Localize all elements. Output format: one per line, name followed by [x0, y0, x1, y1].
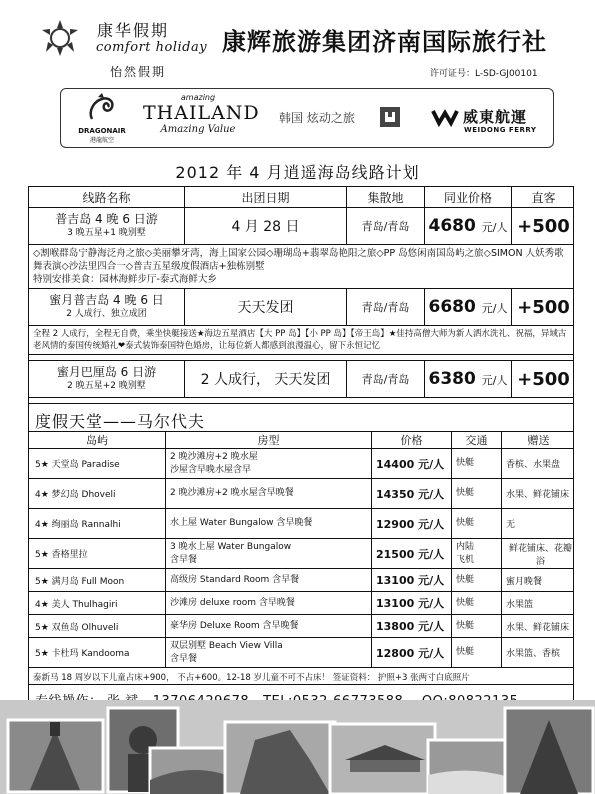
plan-title: 2012 年 4 月逍遥海岛线路计划	[175, 163, 420, 182]
room-type: 水上屋 Water Bungalow 含早晚餐	[165, 509, 371, 538]
table-row	[29, 508, 573, 538]
header-transport: 交通	[451, 432, 501, 448]
island-name: 4★ 绚丽岛 Rannalhi	[35, 520, 121, 530]
island-price: 13100 元/人	[371, 592, 451, 614]
price-value: 6380	[428, 369, 476, 389]
transport: 快艇	[451, 569, 501, 591]
table-row	[29, 614, 573, 637]
route-name: 蜜月普吉岛 4 晚 6 日	[49, 293, 164, 307]
price-cell	[424, 289, 511, 325]
maldives-title: 度假天堂——马尔代夫	[29, 403, 573, 431]
travel-photos-image	[0, 700, 595, 794]
korea-emblem-icon	[379, 106, 401, 128]
thai-logo-top: amazing	[180, 93, 216, 102]
route-name-cell	[29, 361, 184, 397]
island-name: 5★ 双鱼岛 Olhuveli	[35, 622, 119, 633]
route-name-cell	[29, 289, 184, 325]
table-row	[29, 207, 573, 244]
table-row	[29, 637, 573, 667]
header-gather: 集散地	[346, 187, 424, 207]
weidong-wave-icon	[431, 107, 459, 127]
gather-city: 青岛/青岛	[346, 289, 424, 325]
island-name: 4★ 梦幻岛 Dhoveli	[35, 490, 116, 500]
water-villa-photo	[330, 724, 435, 794]
header-gift: 赠送	[501, 432, 575, 448]
island-price: 12800 元/人	[371, 638, 451, 667]
amazing-thailand-logo	[143, 93, 260, 135]
transport: 快艇	[451, 479, 501, 508]
table-row	[29, 568, 573, 591]
header	[0, 0, 595, 85]
comfort-holiday-logo-icon	[30, 18, 90, 63]
route-name-cell	[29, 208, 184, 244]
gather-city: 青岛/青岛	[346, 361, 424, 397]
price-value: 6680	[428, 297, 476, 317]
table-row	[29, 538, 573, 568]
gift: 水果、鲜花铺床	[501, 479, 575, 508]
price-value: 4680	[428, 216, 476, 236]
transport: 快艇	[451, 449, 501, 478]
maldives-header-row	[29, 431, 573, 448]
gift: 水果篮	[501, 592, 575, 614]
thai-logo-sub: Amazing Value	[160, 124, 236, 135]
table-row	[29, 478, 573, 508]
dragonair-label-cn: 港龍航空	[89, 137, 114, 144]
room-type: 双层别墅 Beach View Villa 含早餐	[165, 638, 371, 667]
island-name: 4★ 美人 Thulhagiri	[35, 599, 118, 610]
table-row	[29, 591, 573, 614]
table-header-row	[29, 187, 573, 207]
header-direct: 直客	[511, 187, 575, 207]
room-type: 沙滩房 deluxe room 含早晚餐	[165, 592, 371, 614]
dragon-icon	[84, 93, 120, 123]
company-name: 康辉旅游集团济南国际旅行社	[222, 28, 547, 56]
dragonair-logo	[73, 93, 131, 144]
island-price: 14400 元/人	[371, 449, 451, 478]
transport: 快艇	[451, 638, 501, 667]
island-price: 13800 元/人	[371, 615, 451, 637]
room-type: 高级房 Standard Room 含早餐	[165, 569, 371, 591]
route-name: 蜜月巴厘岛 6 日游	[56, 365, 157, 379]
table-row	[29, 360, 573, 397]
island-price: 14350 元/人	[371, 479, 451, 508]
gift: 蜜月晚餐	[501, 569, 575, 591]
brand-subtitle: 怡然假期	[110, 65, 167, 79]
island-price: 12900 元/人	[371, 509, 451, 538]
route-description: ◇割喉群岛宁静海泛舟之旅◇美丽攀牙湾，海上国家公园◇珊瑚岛+翡翠岛艳阳之旅◇PP 岛悠闲南国岛屿之旅◇SIMON 人妖秀歌舞表演◇沙法里四合一◇普吉五星级度假酒店+独栋别墅 特别安排美食：园林海鲜步厅-泰式海鲜大乡	[29, 244, 573, 288]
route-name: 普吉岛 4 晚 6 日游	[55, 212, 158, 226]
brand-name-cn: 康华假期	[97, 21, 170, 40]
gift: 无	[501, 509, 575, 538]
departure-date: 4 月 28 日	[184, 208, 346, 244]
route-detail: 2 晚五星+2 晚别墅	[67, 381, 146, 391]
korea-tour-label: 韩国 炫动之旅	[279, 111, 355, 125]
table-row	[29, 448, 573, 478]
direct-surcharge: +500	[511, 361, 575, 397]
route-table	[28, 186, 574, 711]
transport: 快艇	[451, 592, 501, 614]
island-name: 5★ 天堂岛 Paradise	[35, 460, 120, 470]
route-detail: 2 人成行、独立成团	[66, 309, 147, 319]
transport: 快艇	[451, 509, 501, 538]
dragonair-label-en: DRAGONAIR	[78, 127, 126, 135]
header-route: 线路名称	[82, 190, 131, 205]
thai-logo-main: THAILAND	[143, 102, 260, 124]
header-island: 岛屿	[86, 434, 108, 447]
price-cell	[424, 361, 511, 397]
price-unit: 元/人	[481, 302, 508, 315]
route-description: 全程 2 人成行，全程无自费，乘坐快艇接送★海边五星酒店【大 PP 岛】【小 PP 岛】【帝王岛】★佳持高僧大师为新人洒水洗礼、祝福，异域古老风情的泰国传统婚礼❤泰式装饰泰国特色婚房，让每位新人都感到浪漫温心，留下永恒记忆	[29, 325, 573, 354]
transport: 快艇	[451, 615, 501, 637]
beach-photo	[428, 740, 513, 794]
island-price: 21500 元/人	[371, 539, 451, 568]
license-number: 许可证号：L-SD-GJ00101	[430, 69, 538, 79]
gift: 水果、鲜花铺床	[501, 615, 575, 637]
weidong-label-cn: 威東航運	[463, 108, 528, 126]
header-room: 房型	[165, 432, 371, 448]
route-detail: 3 晚五星+1 晚别墅	[67, 228, 146, 238]
departure-date: 天天发团	[184, 289, 346, 325]
island-name: 5★ 香格里拉	[35, 550, 88, 560]
room-type: 豪华房 Deluxe Room 含早晚餐	[165, 615, 371, 637]
header-date: 出团日期	[184, 187, 346, 207]
price-unit: 元/人	[481, 221, 508, 234]
child-policy-note: 泰新马 18 周岁以下儿童占床+900， 不占+600。12-18 岁儿童不可不占床！ 签证资料： 护照+3 张两寸白底照片	[29, 667, 573, 684]
island-name: 5★ 满月岛 Full Moon	[35, 576, 125, 587]
island-price: 13100 元/人	[371, 569, 451, 591]
departure-date: 2 人成行， 天天发团	[184, 361, 346, 397]
island-name: 5★ 卡杜玛 Kandooma	[35, 649, 130, 659]
pagoda-photo	[505, 708, 593, 794]
rock-island-photo	[225, 722, 335, 794]
weidong-label-en: WEIDONG FERRY	[464, 126, 537, 134]
partner-logos	[60, 88, 554, 148]
room-type: 2 晚沙滩房+2 晚水屋含早晚餐	[165, 479, 371, 508]
gift: 水果篮、香槟	[501, 638, 575, 667]
header-price: 同业价格	[424, 187, 511, 207]
price-cell	[424, 208, 511, 244]
room-type: 3 晚水上屋 Water Bungalow 含早餐	[165, 539, 371, 568]
gather-city: 青岛/青岛	[346, 208, 424, 244]
table-row	[29, 288, 573, 325]
gift: 鲜花铺床、花瓣浴	[501, 539, 575, 568]
room-type: 2 晚沙滩房+2 晚水屋 沙屋含早晚水屋含早	[165, 449, 371, 478]
gift: 香槟、水果盘	[501, 449, 575, 478]
direct-surcharge: +500	[511, 208, 575, 244]
brand-name-en: comfort holiday	[96, 40, 208, 55]
temple-photo	[8, 720, 103, 792]
price-unit: 元/人	[481, 374, 508, 387]
photo-collage	[0, 700, 595, 794]
header-price: 价格	[371, 432, 451, 448]
direct-surcharge: +500	[511, 289, 575, 325]
transport: 内陆 飞机	[451, 539, 501, 568]
